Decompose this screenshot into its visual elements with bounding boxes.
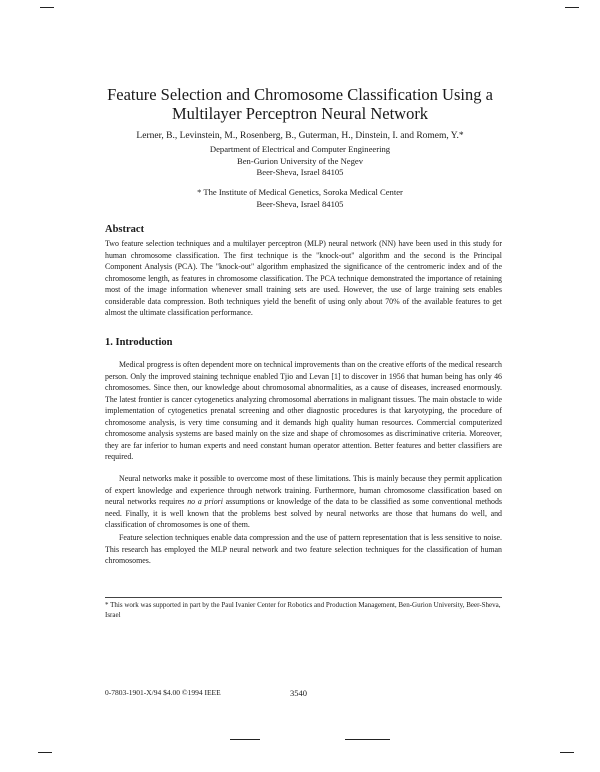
affiliation-line: Beer-Sheva, Israel 84105 (256, 167, 344, 177)
scan-mark (560, 752, 574, 753)
introduction-heading: 1. Introduction (105, 337, 173, 348)
intro-paragraph: Medical progress is often dependent more on technical improvements than on the creative efforts of the medical research person. Only the improved staining technique enabled Tjio and Levan [1] to discover in 1956 that human being has only 46 chromosomes. Since then, our knowledge about chromosomal abnormalities, as a cause of diseases, increased enormously. The latest frontier is cancer cytogenetics analyzing chromosomal aberrations in malignant tissues. The main obstacle to wide implementation of cytogenetics prenatal screening and other diagnostic procedures is that karyotyping, the procedure of chromosome analysis, is very time consuming and it demands high quality human resources. Commercial computerized chromosome analysis systems are based mainly on the size and shape of chromosomes as discriminative criteria. Moreover, they are far inferior to human experts and need constant human operator attention. Better features and better classifiers are required. (105, 360, 502, 461)
paper-title (90, 85, 510, 123)
footnote: * This work was supported in part by the Paul Ivanier Center for Robotics and Production Management, Ben-Gurion University, Beer-Sheva, Israel (105, 601, 501, 619)
abstract-text: Two feature selection techniques and a multilayer perceptron (MLP) neural network (NN) have been used in this study for human chromosome classification. The first technique is the "knock-out" algorithm and the second is the Principal Component Analysis (PCA). The "knock-out" algorithm emphasized the significance of the centromeric index and of the chromosome length, as features in chromosome classification. The PCA technique demonstrated the importance of retaining most of the image information whenever small training sets are used. However, the use of large training sets enables considerable data compression. Both techniques yield the benefit of using only about 70% of the available features to get almost the ultimate classification performance. (105, 239, 502, 317)
title-line: Multilayer Perceptron Neural Network (171, 104, 429, 123)
scan-mark (345, 739, 390, 740)
footnote-divider (105, 597, 502, 598)
intro-italic: no a priori (187, 497, 223, 506)
intro-text: assumptions or knowledge of the data to be classified as some conventional methods need. Finally, it is well known that the problems best solved by neural networks are those that humans do well, and classification of chromosomes is one of them. (105, 497, 502, 529)
author-list: Lerner, B., Levinstein, M., Rosenberg, B., Guterman, H., Dinstein, I. and Romem, Y.* (136, 131, 464, 141)
intro-text: Neural networks make it possible to overcome most of these limitations. This is mainly because they permit application of expert knowledge and experience through network training. Furthermore, human chromosome classification based on neural networks requires (105, 474, 502, 506)
abstract-heading: Abstract (105, 224, 145, 235)
affiliation-primary (100, 144, 500, 179)
scan-mark (230, 739, 260, 740)
intro-paragraph (105, 473, 502, 531)
scan-mark (565, 7, 579, 8)
page-number: 3540 (290, 688, 307, 698)
intro-paragraph: Feature selection techniques enable data compression and the use of pattern representation that is less sensitive to noise. This research has employed the MLP neural network and two feature selection techniques for the classification of human chromosomes. (105, 533, 502, 565)
copyright-notice: 0-7803-1901-X/94 $4.00 ©1994 IEEE (105, 688, 221, 697)
scan-mark (38, 752, 52, 753)
affiliation-line: * The Institute of Medical Genetics, Soroka Medical Center (197, 187, 403, 197)
affiliation-line: Beer-Sheva, Israel 84105 (256, 198, 344, 209)
affiliation-line: Department of Electrical and Computer Engineering (209, 144, 391, 154)
scan-mark (40, 7, 54, 8)
affiliation-secondary (100, 187, 500, 210)
title-line: Feature Selection and Chromosome Classification Using a (107, 85, 493, 104)
affiliation-line: Ben-Gurion University of the Negev (236, 155, 363, 166)
